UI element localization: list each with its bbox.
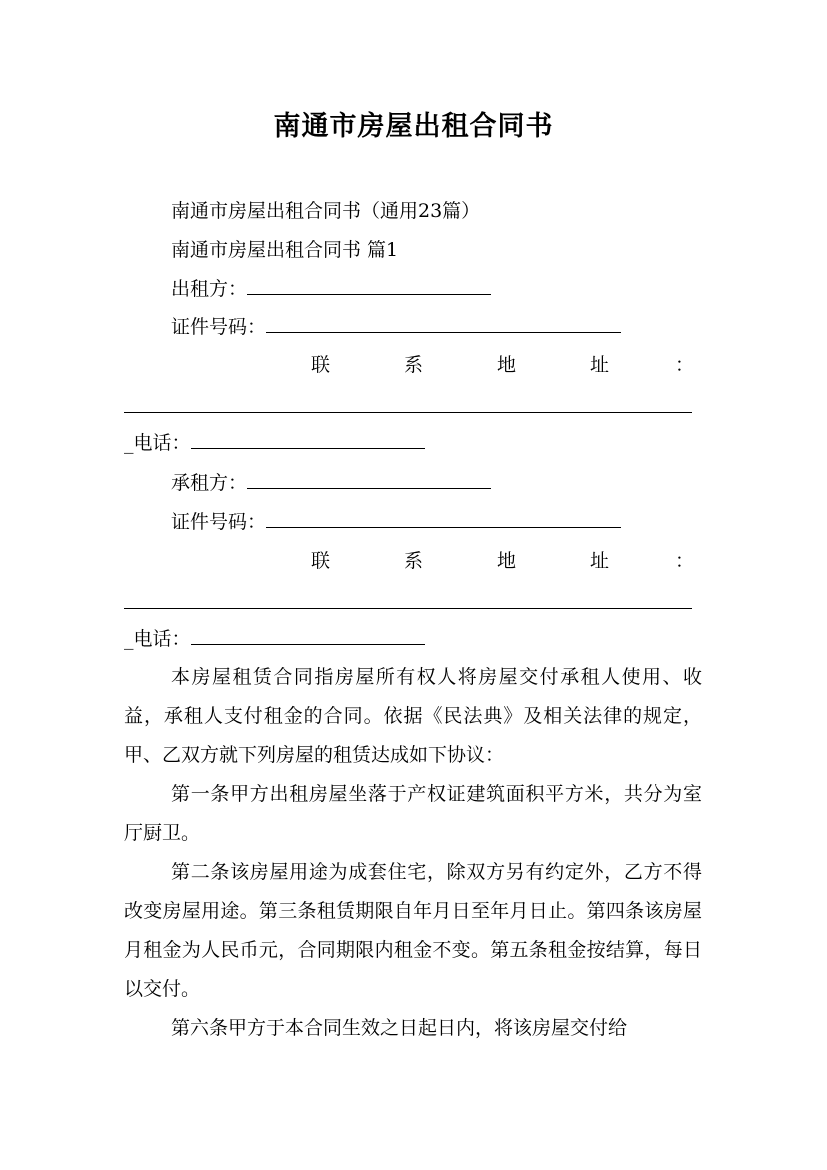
body-paragraph: 第二条该房屋用途为成套住宅，除双方另有约定外，乙方不得改变房屋用途。第三条租赁期限自年月日至年月日止。第四条该房屋月租金为人民币元，合同期限内租金不变。第五条租金按结算，每日以交付。 bbox=[124, 861, 702, 1000]
address-char: 地 bbox=[497, 354, 517, 376]
lessor-address-blank[interactable] bbox=[124, 412, 692, 413]
lessee-blank[interactable] bbox=[247, 471, 491, 489]
address-char: 地 bbox=[497, 550, 517, 572]
document-title: 南通市房屋出租合同书 bbox=[273, 111, 554, 142]
lessor-line bbox=[171, 276, 491, 302]
lessee-id-label: 证件号码： bbox=[171, 511, 267, 533]
body-paragraph: 第六条甲方于本合同生效之日起日内，将该房屋交付给 bbox=[171, 1017, 628, 1039]
address-char: 联 bbox=[311, 550, 331, 572]
address-char: ： bbox=[675, 354, 695, 376]
address-char: 联 bbox=[311, 354, 331, 376]
lessor-phone-line bbox=[124, 430, 425, 456]
lessee-phone-blank[interactable] bbox=[191, 627, 425, 645]
address-char: 系 bbox=[404, 354, 424, 376]
body-text bbox=[124, 658, 702, 1048]
lessor-id-line bbox=[171, 314, 621, 340]
lessee-phone-label: _电话： bbox=[124, 628, 191, 650]
lessor-label: 出租方： bbox=[171, 278, 248, 300]
document-subtitle: 南通市房屋出租合同书（通用23篇） bbox=[171, 200, 481, 222]
lessee-line bbox=[171, 470, 491, 496]
lessee-id-blank[interactable] bbox=[266, 510, 621, 528]
section-heading: 南通市房屋出租合同书 篇1 bbox=[171, 239, 399, 261]
lessee-id-line bbox=[171, 509, 621, 535]
lessor-phone-label: _电话： bbox=[124, 432, 191, 454]
lessor-phone-blank[interactable] bbox=[191, 431, 425, 449]
lessor-id-label: 证件号码： bbox=[171, 316, 267, 338]
body-paragraph: 本房屋租赁合同指房屋所有权人将房屋交付承租人使用、收益，承租人支付租金的合同。依据《民法典》及相关法律的规定，甲、乙双方就下列房屋的租赁达成如下协议： bbox=[124, 666, 702, 766]
lessee-label: 承租方： bbox=[171, 472, 248, 494]
body-paragraph: 第一条甲方出租房屋坐落于产权证建筑面积平方米，共分为室厅厨卫。 bbox=[124, 783, 702, 844]
lessee-address-blank[interactable] bbox=[124, 608, 692, 609]
lessee-phone-line bbox=[124, 626, 425, 652]
address-char: 系 bbox=[404, 550, 424, 572]
address-char: 址 bbox=[590, 550, 610, 572]
lessor-id-blank[interactable] bbox=[266, 315, 621, 333]
address-char: ： bbox=[675, 550, 695, 572]
lessor-blank[interactable] bbox=[247, 277, 491, 295]
address-char: 址 bbox=[590, 354, 610, 376]
